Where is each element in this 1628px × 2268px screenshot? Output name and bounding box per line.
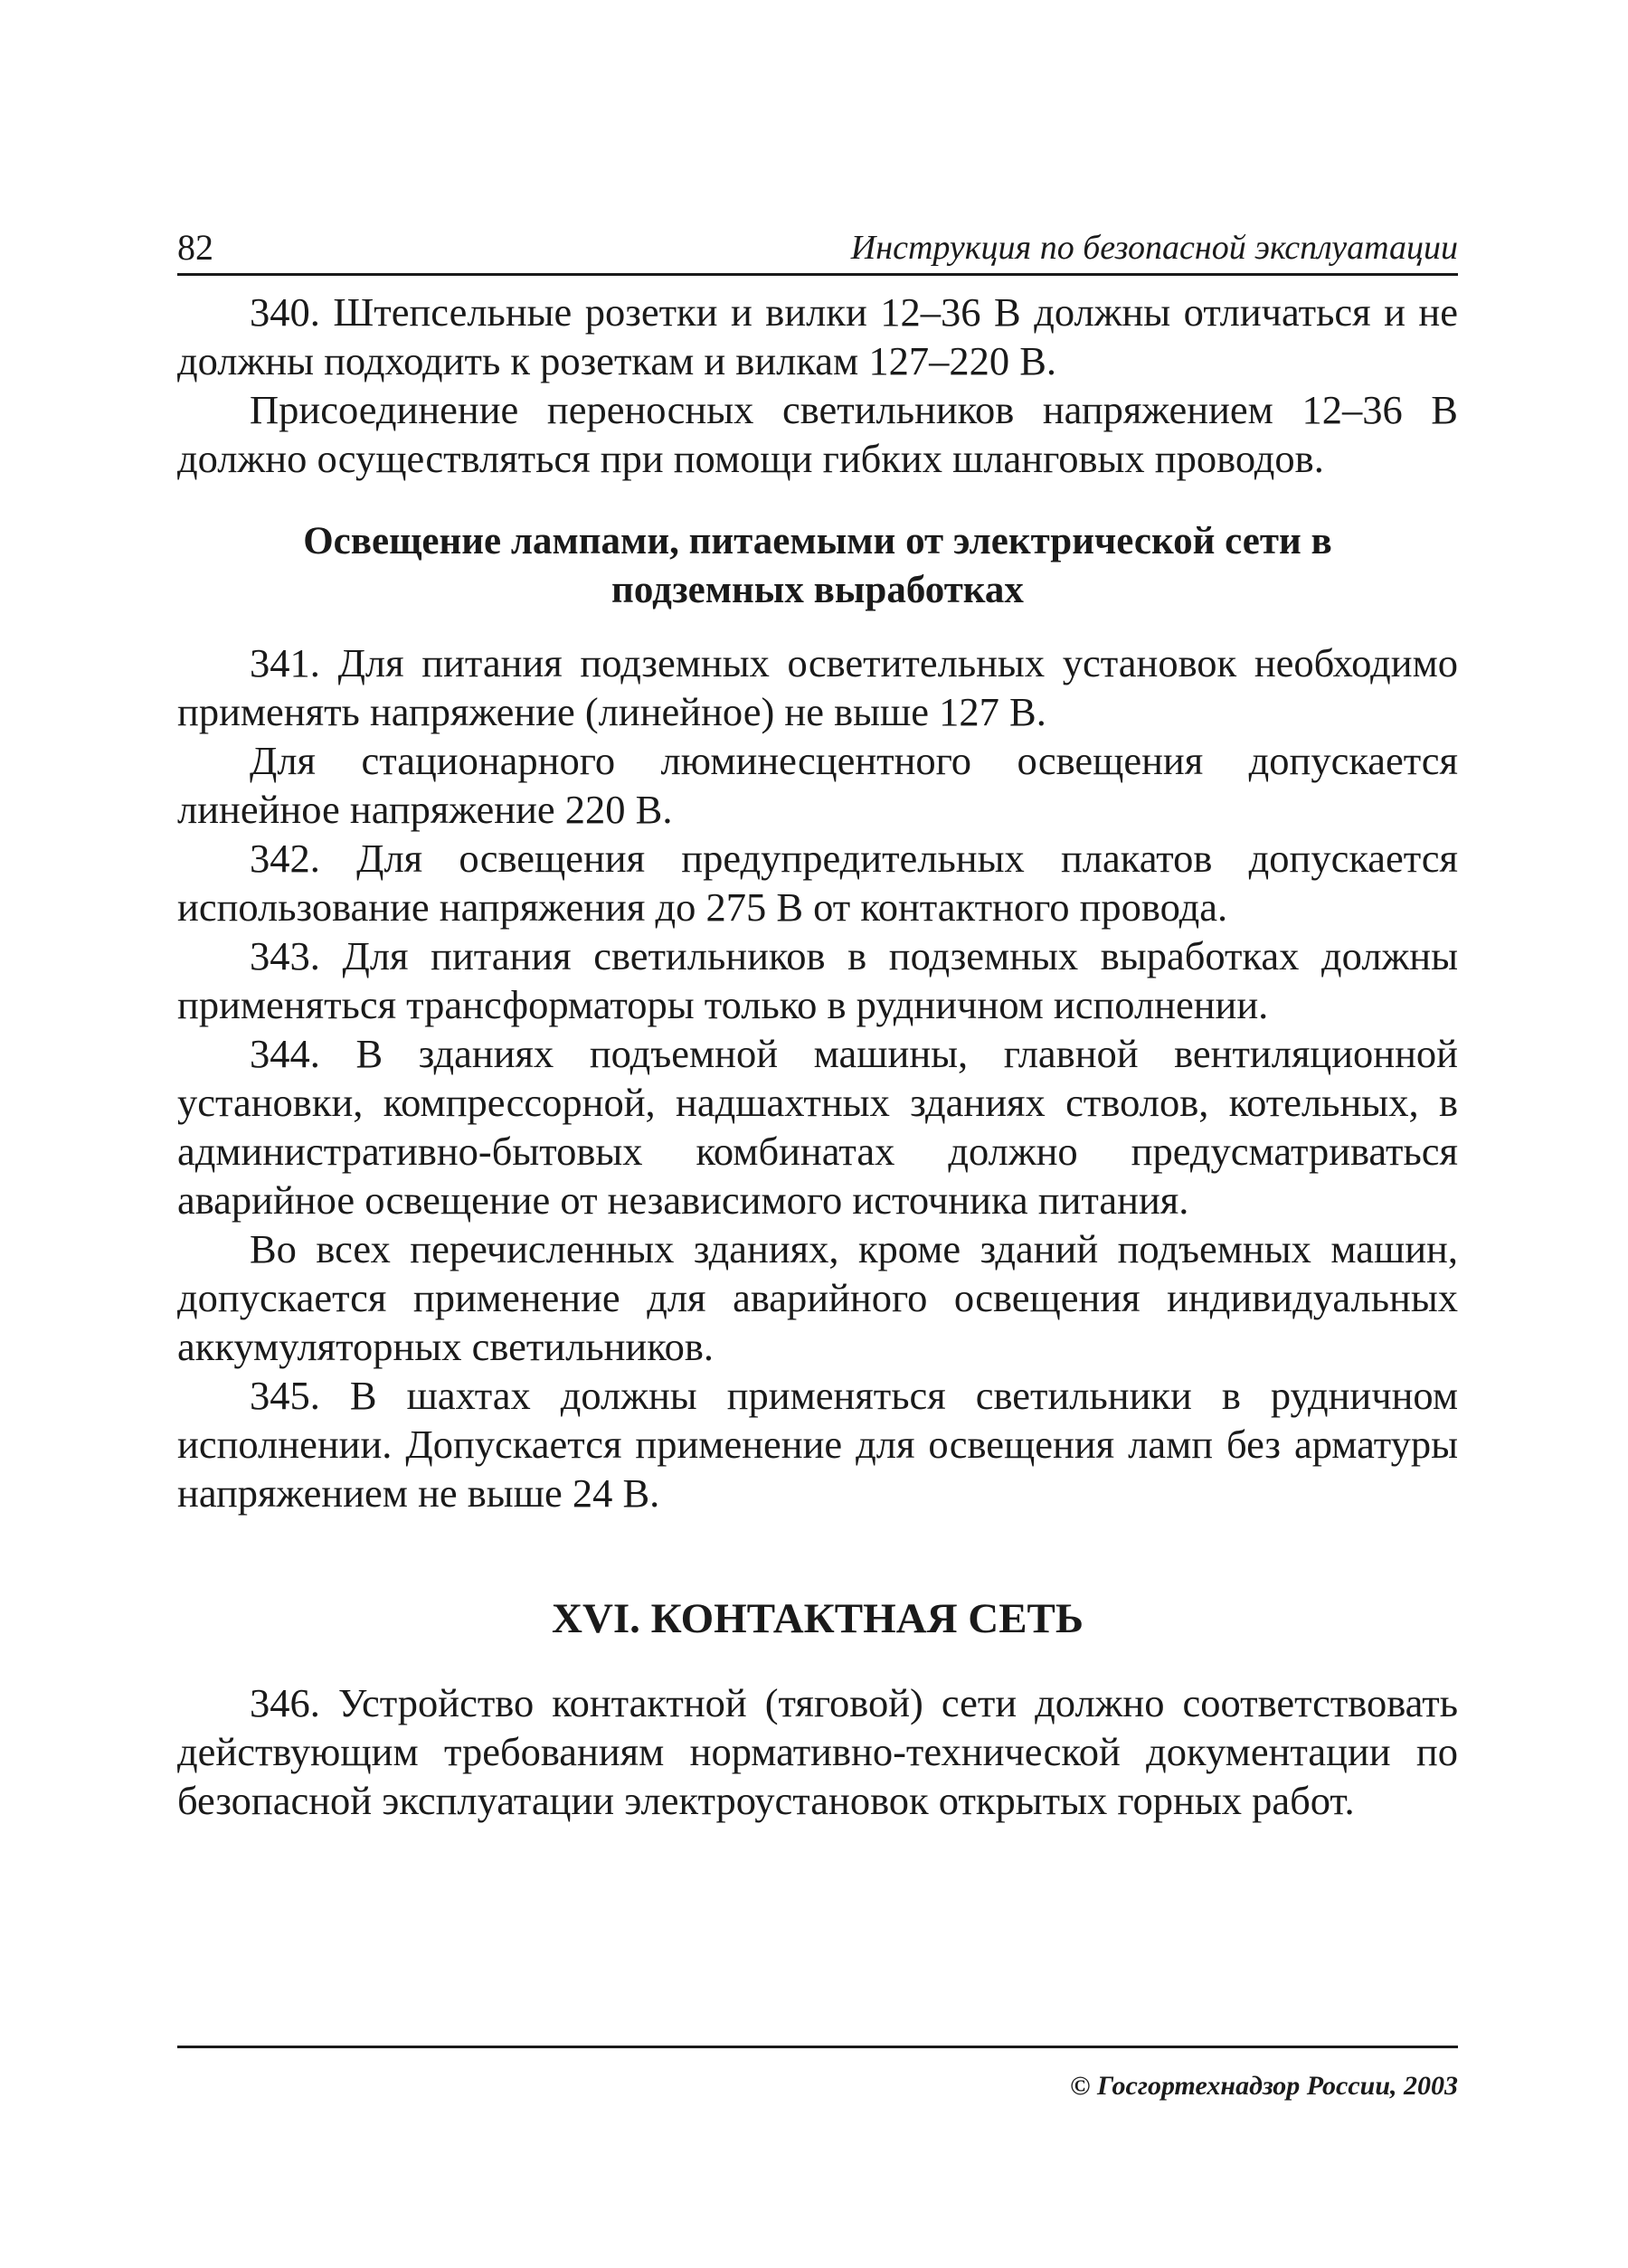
main-content xyxy=(177,288,1458,1825)
paragraph-345: 345. В шахтах должны применяться светильники в рудничном исполнении. Допускается применение для освещения ламп без арматуры напряжением не выше 24 В. xyxy=(177,1373,1458,1516)
paragraph-stationary-lighting: Для стационарного люминесцентного освещения допускается линейное напряжение 220 В. xyxy=(177,738,1458,832)
page-number: 82 xyxy=(177,227,213,268)
paragraph-341: 341. Для питания подземных осветительных установок необходимо применять напряжение (линейное) не выше 127 В. xyxy=(177,640,1458,734)
paragraph-340: 340. Штепсельные розетки и вилки 12–36 В должны отличаться и не должны подходить к розеткам и вилкам 127–220 В. xyxy=(177,289,1458,383)
section-heading: Освещение лампами, питаемыми от электрической сети в подземных выработках xyxy=(303,520,1332,611)
paragraph-343: 343. Для питания светильников в подземных выработках должны применяться трансформаторы только в рудничном исполнении. xyxy=(177,933,1458,1027)
paragraph-342: 342. Для освещения предупредительных плакатов допускается использование напряжения до 275 В от контактного провода. xyxy=(177,836,1458,930)
paragraph-emergency-lighting: Во всех перечисленных зданиях, кроме зданий подъемных машин, допускается применение для аварийного освещения индивидуальных аккумуляторных светильников. xyxy=(177,1226,1458,1369)
page-footer xyxy=(177,2046,1458,2101)
copyright-notice: © Госгортехнадзор России, 2003 xyxy=(1070,2071,1458,2101)
paragraph-344: 344. В зданиях подъемной машины, главной вентиляционной установки, компрессорной, надшахтных зданиях стволов, котельных, в административно-бытовых комбинатах должно предусматриваться аварийное освещение от независимого источника питания. xyxy=(177,1031,1458,1223)
running-title: Инструкция по безопасной эксплуатации xyxy=(850,229,1458,267)
page-header xyxy=(177,226,1458,276)
chapter-heading: XVI. КОНТАКТНАЯ СЕТЬ xyxy=(552,1595,1084,1642)
paragraph-connection-portable-lights: Присоединение переносных светильников напряжением 12–36 В должно осуществляться при помощи гибких шланговых проводов. xyxy=(177,387,1458,481)
paragraph-346: 346. Устройство контактной (тяговой) сети должно соответствовать действующим требованиям нормативно-технической документации по безопасной эксплуатации электроустановок открытых горных работ. xyxy=(177,1680,1458,1823)
